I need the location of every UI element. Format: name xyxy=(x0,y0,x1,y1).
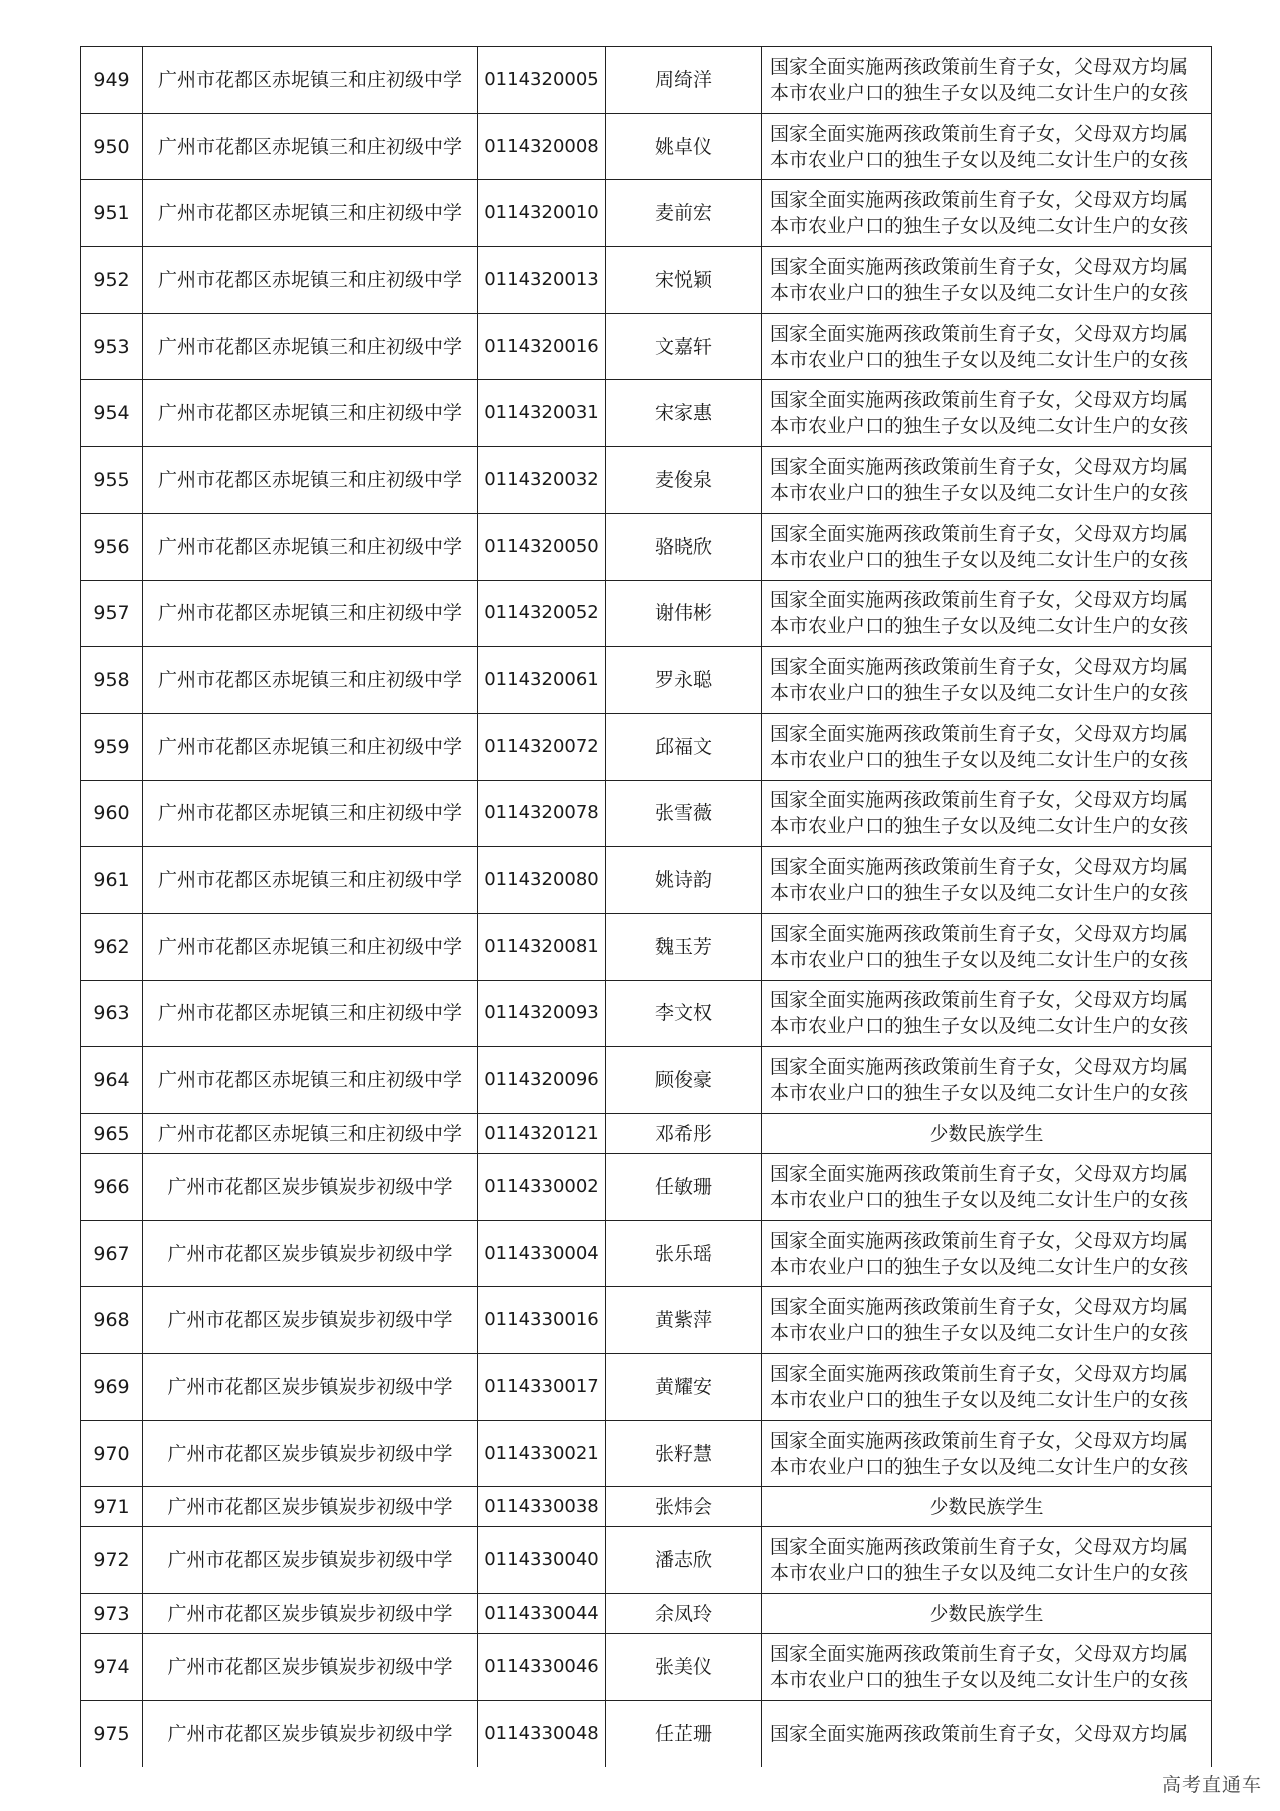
eligibility-note-line-2: 本市农业户口的独生子女以及纯二女计生户的女孩 xyxy=(770,281,1189,304)
eligibility-note xyxy=(762,847,1212,914)
table-row xyxy=(81,447,1212,514)
eligibility-note-line-1: 国家全面实施两孩政策前生育子女，父母双方均属 xyxy=(770,1296,1189,1319)
eligibility-note-line-1: 国家全面实施两孩政策前生育子女，父母双方均属 xyxy=(770,1642,1189,1665)
eligibility-note-line-2: 本市农业户口的独生子女以及纯二女计生户的女孩 xyxy=(770,748,1189,771)
eligibility-note xyxy=(762,1354,1212,1421)
school-name: 广州市花都区炭步镇炭步初级中学 xyxy=(143,1700,478,1767)
eligibility-note xyxy=(762,913,1212,980)
student-name: 张乐瑶 xyxy=(606,1220,762,1287)
eligibility-note xyxy=(762,1154,1212,1221)
student-code: 0114330021 xyxy=(478,1420,606,1487)
student-name: 张籽慧 xyxy=(606,1420,762,1487)
row-number: 961 xyxy=(81,847,143,914)
school-name: 广州市花都区炭步镇炭步初级中学 xyxy=(143,1154,478,1221)
row-number: 950 xyxy=(81,113,143,180)
table-row xyxy=(81,1287,1212,1354)
school-name: 广州市花都区赤坭镇三和庄初级中学 xyxy=(143,713,478,780)
eligibility-note-line-1: 国家全面实施两孩政策前生育子女，父母双方均属 xyxy=(770,922,1189,945)
student-code: 0114330048 xyxy=(478,1700,606,1767)
row-number: 975 xyxy=(81,1700,143,1767)
watermark-text: 高考直通车 xyxy=(1161,1774,1262,1796)
school-name: 广州市花都区炭步镇炭步初级中学 xyxy=(143,1220,478,1287)
eligibility-note: 少数民族学生 xyxy=(762,1114,1212,1154)
eligibility-note xyxy=(762,1047,1212,1114)
eligibility-note-line-1: 国家全面实施两孩政策前生育子女，父母双方均属 xyxy=(770,1429,1189,1452)
table-row xyxy=(81,1594,1212,1634)
student-code: 0114320005 xyxy=(478,47,606,114)
eligibility-note xyxy=(762,1700,1212,1767)
school-name: 广州市花都区炭步镇炭步初级中学 xyxy=(143,1594,478,1634)
eligibility-note-line-2: 本市农业户口的独生子女以及纯二女计生户的女孩 xyxy=(770,948,1189,971)
row-number: 965 xyxy=(81,1114,143,1154)
eligibility-note xyxy=(762,380,1212,447)
eligibility-note-line-1: 国家全面实施两孩政策前生育子女，父母双方均属 xyxy=(770,1536,1189,1559)
eligibility-note xyxy=(762,780,1212,847)
table-row xyxy=(81,1700,1212,1767)
table-row xyxy=(81,1420,1212,1487)
school-name: 广州市花都区赤坭镇三和庄初级中学 xyxy=(143,313,478,380)
eligibility-note-line-1: 国家全面实施两孩政策前生育子女，父母双方均属 xyxy=(770,455,1189,478)
table-row xyxy=(81,247,1212,314)
eligibility-note-line-1: 国家全面实施两孩政策前生育子女，父母双方均属 xyxy=(770,122,1189,145)
school-name: 广州市花都区赤坭镇三和庄初级中学 xyxy=(143,380,478,447)
student-name: 宋悦颖 xyxy=(606,247,762,314)
row-number: 951 xyxy=(81,180,143,247)
student-name: 姚诗韵 xyxy=(606,847,762,914)
eligibility-note xyxy=(762,247,1212,314)
eligibility-note-line-2: 本市农业户口的独生子女以及纯二女计生户的女孩 xyxy=(770,548,1189,571)
eligibility-note-line-1: 国家全面实施两孩政策前生育子女，父母双方均属 xyxy=(770,789,1189,812)
eligibility-note-line-2: 本市农业户口的独生子女以及纯二女计生户的女孩 xyxy=(770,1015,1189,1038)
school-name: 广州市花都区赤坭镇三和庄初级中学 xyxy=(143,247,478,314)
school-name: 广州市花都区炭步镇炭步初级中学 xyxy=(143,1527,478,1594)
row-number: 958 xyxy=(81,647,143,714)
eligibility-note-line-1: 国家全面实施两孩政策前生育子女，父母双方均属 xyxy=(770,589,1189,612)
student-code: 0114320081 xyxy=(478,913,606,980)
table-body xyxy=(81,47,1212,1768)
table-row xyxy=(81,1527,1212,1594)
student-code: 0114320008 xyxy=(478,113,606,180)
student-code: 0114320121 xyxy=(478,1114,606,1154)
row-number: 959 xyxy=(81,713,143,780)
student-code: 0114330044 xyxy=(478,1594,606,1634)
student-code: 0114320078 xyxy=(478,780,606,847)
table-row xyxy=(81,980,1212,1047)
student-code: 0114330017 xyxy=(478,1354,606,1421)
student-name: 顾俊豪 xyxy=(606,1047,762,1114)
table-row xyxy=(81,380,1212,447)
student-list-table xyxy=(80,46,1212,1767)
student-name: 麦前宏 xyxy=(606,180,762,247)
student-name: 张雪薇 xyxy=(606,780,762,847)
table-row xyxy=(81,1487,1212,1527)
student-name: 骆晓欣 xyxy=(606,513,762,580)
student-code: 0114330040 xyxy=(478,1527,606,1594)
student-name: 张炜会 xyxy=(606,1487,762,1527)
student-name: 麦俊泉 xyxy=(606,447,762,514)
row-number: 970 xyxy=(81,1420,143,1487)
eligibility-note-line-2: 本市农业户口的独生子女以及纯二女计生户的女孩 xyxy=(770,682,1189,705)
table-row xyxy=(81,513,1212,580)
student-name: 宋家惠 xyxy=(606,380,762,447)
table-row xyxy=(81,1154,1212,1221)
row-number: 952 xyxy=(81,247,143,314)
eligibility-note-line-2: 本市农业户口的独生子女以及纯二女计生户的女孩 xyxy=(770,348,1189,371)
table-row xyxy=(81,780,1212,847)
eligibility-note-line-1: 国家全面实施两孩政策前生育子女，父母双方均属 xyxy=(770,656,1189,679)
student-name: 任芷珊 xyxy=(606,1700,762,1767)
table-row xyxy=(81,1047,1212,1114)
row-number: 971 xyxy=(81,1487,143,1527)
school-name: 广州市花都区炭步镇炭步初级中学 xyxy=(143,1634,478,1701)
eligibility-note-line-2: 本市农业户口的独生子女以及纯二女计生户的女孩 xyxy=(770,81,1189,104)
table-row xyxy=(81,1634,1212,1701)
student-name: 李文权 xyxy=(606,980,762,1047)
student-name: 张美仪 xyxy=(606,1634,762,1701)
student-name: 谢伟彬 xyxy=(606,580,762,647)
eligibility-note-line-1: 国家全面实施两孩政策前生育子女，父母双方均属 xyxy=(770,322,1189,345)
row-number: 955 xyxy=(81,447,143,514)
eligibility-note-line-2: 本市农业户口的独生子女以及纯二女计生户的女孩 xyxy=(770,1455,1189,1478)
eligibility-note-line-1: 国家全面实施两孩政策前生育子女，父母双方均属 xyxy=(770,989,1189,1012)
eligibility-note xyxy=(762,1420,1212,1487)
eligibility-note-line-1: 国家全面实施两孩政策前生育子女，父母双方均属 xyxy=(770,389,1189,412)
school-name: 广州市花都区炭步镇炭步初级中学 xyxy=(143,1287,478,1354)
table-row xyxy=(81,913,1212,980)
eligibility-note-line-2: 本市农业户口的独生子女以及纯二女计生户的女孩 xyxy=(770,1082,1189,1105)
student-code: 0114330038 xyxy=(478,1487,606,1527)
table-row xyxy=(81,180,1212,247)
student-code: 0114320031 xyxy=(478,380,606,447)
school-name: 广州市花都区炭步镇炭步初级中学 xyxy=(143,1487,478,1527)
row-number: 967 xyxy=(81,1220,143,1287)
student-code: 0114320052 xyxy=(478,580,606,647)
eligibility-note-line-2: 本市农业户口的独生子女以及纯二女计生户的女孩 xyxy=(770,1255,1189,1278)
row-number: 962 xyxy=(81,913,143,980)
table-row xyxy=(81,1220,1212,1287)
row-number: 968 xyxy=(81,1287,143,1354)
eligibility-note-line-2: 本市农业户口的独生子女以及纯二女计生户的女孩 xyxy=(770,1322,1189,1345)
student-code: 0114320010 xyxy=(478,180,606,247)
student-code: 0114330016 xyxy=(478,1287,606,1354)
eligibility-note-line-2: 本市农业户口的独生子女以及纯二女计生户的女孩 xyxy=(770,415,1189,438)
row-number: 963 xyxy=(81,980,143,1047)
eligibility-note-line-2: 本市农业户口的独生子女以及纯二女计生户的女孩 xyxy=(770,1668,1189,1691)
eligibility-note-line-1: 国家全面实施两孩政策前生育子女，父母双方均属 xyxy=(770,856,1189,879)
eligibility-note xyxy=(762,47,1212,114)
eligibility-note-line-1: 国家全面实施两孩政策前生育子女，父母双方均属 xyxy=(770,1722,1189,1745)
eligibility-note-line-1: 国家全面实施两孩政策前生育子女，父母双方均属 xyxy=(770,1229,1189,1252)
table-row xyxy=(81,1354,1212,1421)
school-name: 广州市花都区赤坭镇三和庄初级中学 xyxy=(143,47,478,114)
row-number: 974 xyxy=(81,1634,143,1701)
eligibility-note xyxy=(762,1287,1212,1354)
eligibility-note xyxy=(762,647,1212,714)
eligibility-note xyxy=(762,313,1212,380)
student-name: 潘志欣 xyxy=(606,1527,762,1594)
school-name: 广州市花都区炭步镇炭步初级中学 xyxy=(143,1420,478,1487)
table-row xyxy=(81,1114,1212,1154)
eligibility-note: 少数民族学生 xyxy=(762,1487,1212,1527)
student-name: 周绮洋 xyxy=(606,47,762,114)
row-number: 966 xyxy=(81,1154,143,1221)
eligibility-note-line-2: 本市农业户口的独生子女以及纯二女计生户的女孩 xyxy=(770,148,1189,171)
eligibility-note-line-1: 国家全面实施两孩政策前生育子女，父母双方均属 xyxy=(770,1056,1189,1079)
student-name: 黄耀安 xyxy=(606,1354,762,1421)
student-name: 姚卓仪 xyxy=(606,113,762,180)
school-name: 广州市花都区炭步镇炭步初级中学 xyxy=(143,1354,478,1421)
student-name: 文嘉轩 xyxy=(606,313,762,380)
row-number: 973 xyxy=(81,1594,143,1634)
table-row xyxy=(81,313,1212,380)
student-name: 邓希彤 xyxy=(606,1114,762,1154)
eligibility-note xyxy=(762,180,1212,247)
row-number: 956 xyxy=(81,513,143,580)
row-number: 953 xyxy=(81,313,143,380)
student-code: 0114320080 xyxy=(478,847,606,914)
school-name: 广州市花都区赤坭镇三和庄初级中学 xyxy=(143,847,478,914)
student-name: 罗永聪 xyxy=(606,647,762,714)
school-name: 广州市花都区赤坭镇三和庄初级中学 xyxy=(143,447,478,514)
eligibility-note-line-1: 国家全面实施两孩政策前生育子女，父母双方均属 xyxy=(770,522,1189,545)
school-name: 广州市花都区赤坭镇三和庄初级中学 xyxy=(143,1114,478,1154)
student-code: 0114330046 xyxy=(478,1634,606,1701)
row-number: 972 xyxy=(81,1527,143,1594)
eligibility-note xyxy=(762,1527,1212,1594)
student-name: 魏玉芳 xyxy=(606,913,762,980)
student-code: 0114320096 xyxy=(478,1047,606,1114)
student-name: 余凤玲 xyxy=(606,1594,762,1634)
eligibility-note-line-2: 本市农业户口的独生子女以及纯二女计生户的女孩 xyxy=(770,1388,1189,1411)
table-row xyxy=(81,647,1212,714)
eligibility-note xyxy=(762,1220,1212,1287)
table-row xyxy=(81,847,1212,914)
table-row xyxy=(81,47,1212,114)
student-code: 0114330002 xyxy=(478,1154,606,1221)
eligibility-note xyxy=(762,713,1212,780)
eligibility-note-line-1: 国家全面实施两孩政策前生育子女，父母双方均属 xyxy=(770,1362,1189,1385)
eligibility-note-line-1: 国家全面实施两孩政策前生育子女，父母双方均属 xyxy=(770,1162,1189,1185)
row-number: 969 xyxy=(81,1354,143,1421)
table-row xyxy=(81,713,1212,780)
row-number: 954 xyxy=(81,380,143,447)
eligibility-note-line-1: 国家全面实施两孩政策前生育子女，父母双方均属 xyxy=(770,55,1189,78)
student-code: 0114320032 xyxy=(478,447,606,514)
eligibility-note-line-2: 本市农业户口的独生子女以及纯二女计生户的女孩 xyxy=(770,215,1189,238)
eligibility-note xyxy=(762,113,1212,180)
student-code: 0114320013 xyxy=(478,247,606,314)
table-row xyxy=(81,580,1212,647)
eligibility-note xyxy=(762,447,1212,514)
eligibility-note-line-2: 本市农业户口的独生子女以及纯二女计生户的女孩 xyxy=(770,815,1189,838)
student-name: 邱福文 xyxy=(606,713,762,780)
eligibility-note-line-1: 国家全面实施两孩政策前生育子女，父母双方均属 xyxy=(770,189,1189,212)
student-code: 0114320093 xyxy=(478,980,606,1047)
student-code: 0114330004 xyxy=(478,1220,606,1287)
school-name: 广州市花都区赤坭镇三和庄初级中学 xyxy=(143,1047,478,1114)
eligibility-note xyxy=(762,513,1212,580)
row-number: 949 xyxy=(81,47,143,114)
school-name: 广州市花都区赤坭镇三和庄初级中学 xyxy=(143,913,478,980)
school-name: 广州市花都区赤坭镇三和庄初级中学 xyxy=(143,780,478,847)
eligibility-note-line-2: 本市农业户口的独生子女以及纯二女计生户的女孩 xyxy=(770,481,1189,504)
school-name: 广州市花都区赤坭镇三和庄初级中学 xyxy=(143,580,478,647)
row-number: 964 xyxy=(81,1047,143,1114)
eligibility-note xyxy=(762,1634,1212,1701)
eligibility-note: 少数民族学生 xyxy=(762,1594,1212,1634)
school-name: 广州市花都区赤坭镇三和庄初级中学 xyxy=(143,113,478,180)
school-name: 广州市花都区赤坭镇三和庄初级中学 xyxy=(143,980,478,1047)
student-code: 0114320072 xyxy=(478,713,606,780)
student-code: 0114320050 xyxy=(478,513,606,580)
eligibility-note-line-2: 本市农业户口的独生子女以及纯二女计生户的女孩 xyxy=(770,1188,1189,1211)
school-name: 广州市花都区赤坭镇三和庄初级中学 xyxy=(143,647,478,714)
eligibility-note xyxy=(762,980,1212,1047)
school-name: 广州市花都区赤坭镇三和庄初级中学 xyxy=(143,513,478,580)
student-code: 0114320016 xyxy=(478,313,606,380)
eligibility-note-line-2: 本市农业户口的独生子女以及纯二女计生户的女孩 xyxy=(770,882,1189,905)
student-name: 黄紫萍 xyxy=(606,1287,762,1354)
table-row xyxy=(81,113,1212,180)
eligibility-note-line-1: 国家全面实施两孩政策前生育子女，父母双方均属 xyxy=(770,722,1189,745)
student-name: 任敏珊 xyxy=(606,1154,762,1221)
school-name: 广州市花都区赤坭镇三和庄初级中学 xyxy=(143,180,478,247)
eligibility-note-line-2: 本市农业户口的独生子女以及纯二女计生户的女孩 xyxy=(770,1562,1189,1585)
eligibility-note xyxy=(762,580,1212,647)
eligibility-note-line-1: 国家全面实施两孩政策前生育子女，父母双方均属 xyxy=(770,255,1189,278)
row-number: 960 xyxy=(81,780,143,847)
student-code: 0114320061 xyxy=(478,647,606,714)
eligibility-note-line-2: 本市农业户口的独生子女以及纯二女计生户的女孩 xyxy=(770,615,1189,638)
row-number: 957 xyxy=(81,580,143,647)
